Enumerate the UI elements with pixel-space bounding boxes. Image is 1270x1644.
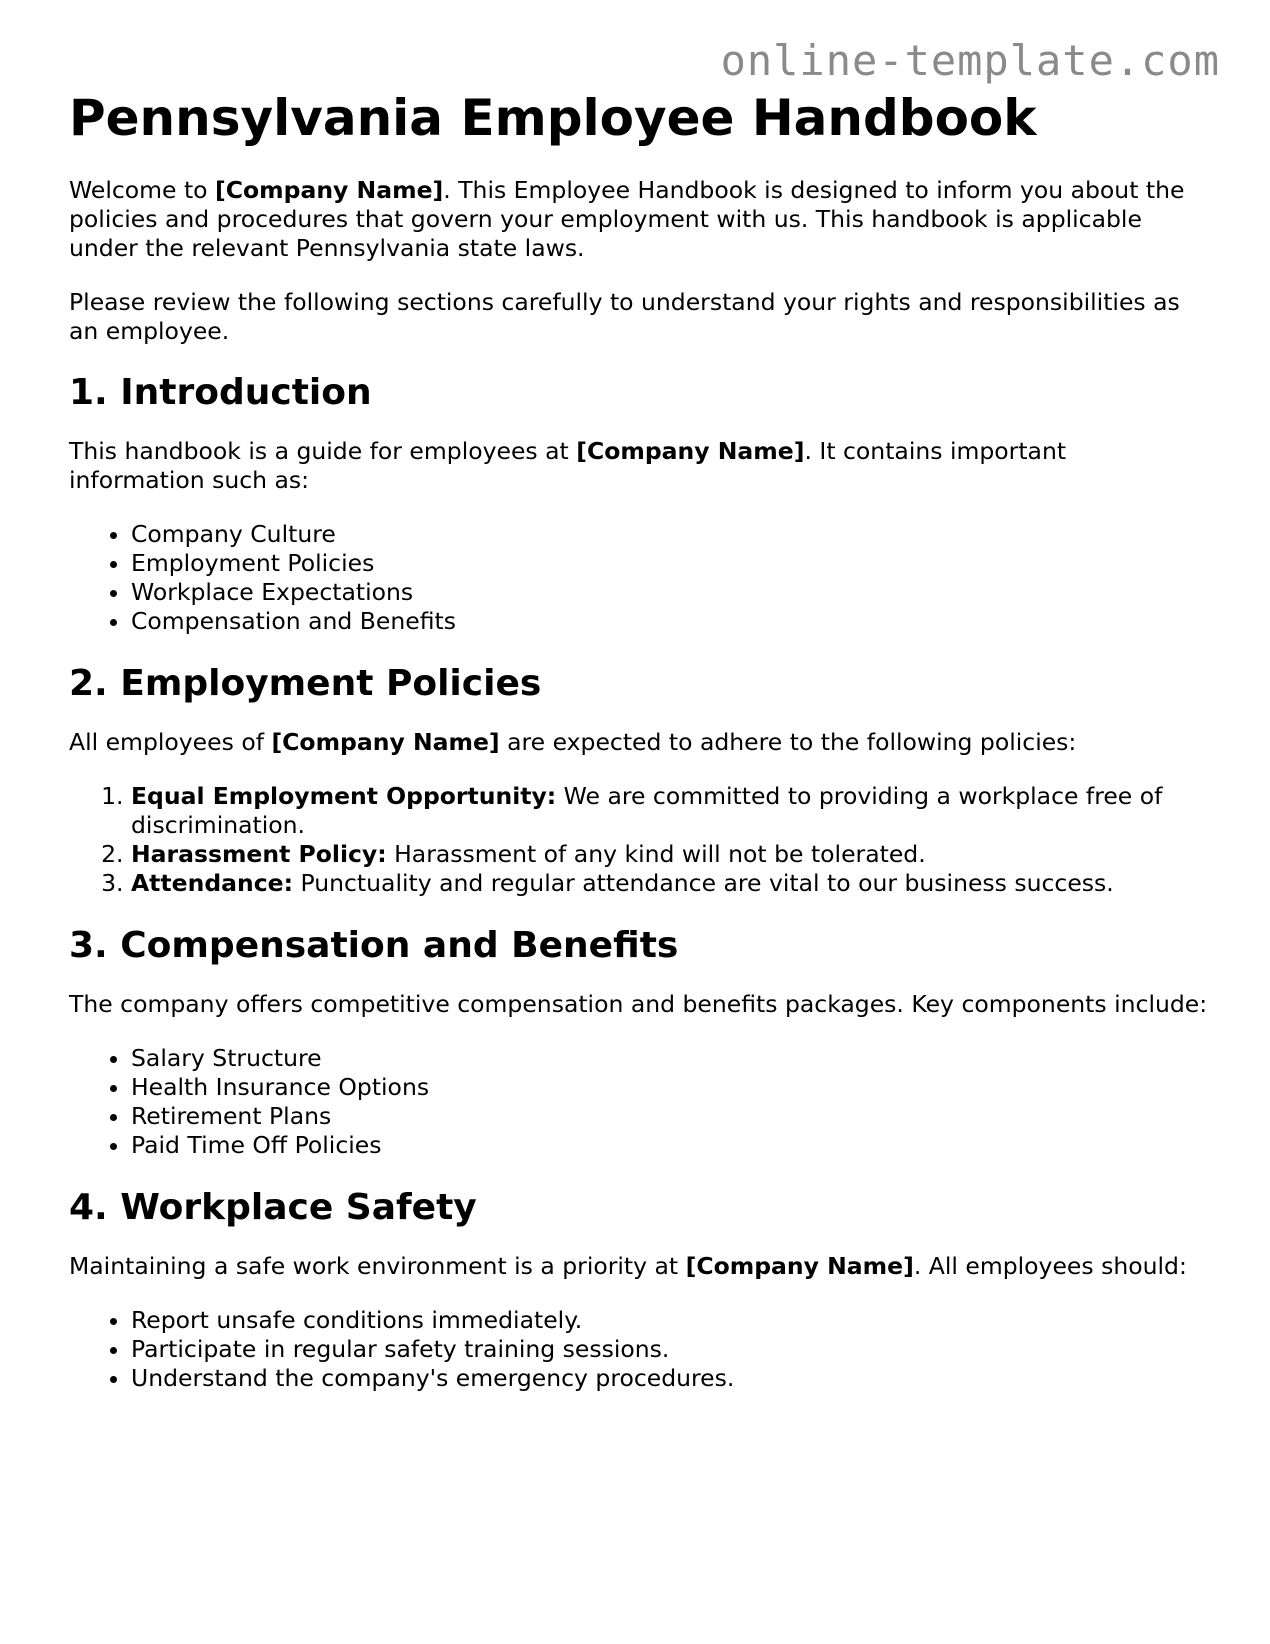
list-item: • Participate in regular safety training sessions.: [131, 1335, 1209, 1364]
safety-text-pre: Maintaining a safe work environment is a priority at: [69, 1252, 686, 1280]
review-paragraph: Please review the following sections carefully to understand your rights and responsibilities as an employee.: [69, 288, 1180, 345]
policy-text: Harassment of any kind will not be tolerated.: [386, 840, 926, 868]
list-item: • Health Insurance Options: [131, 1073, 1209, 1102]
welcome-paragraph: [69, 176, 1209, 263]
employment-policies-paragraph: [69, 728, 1209, 757]
employment-policies-list: [69, 782, 1209, 898]
document-content: [69, 176, 1209, 1419]
introduction-text-pre: This handbook is a guide for employees at: [69, 437, 577, 465]
list-item: [131, 869, 1209, 898]
employment-text-pre: All employees of: [69, 728, 272, 756]
policy-label: Harassment Policy:: [131, 840, 387, 868]
welcome-text-pre: Welcome to: [69, 176, 216, 204]
list-item: • Paid Time Off Policies: [131, 1131, 1209, 1160]
company-name-placeholder: [Company Name]: [271, 728, 500, 756]
introduction-paragraph: [69, 437, 1209, 495]
list-item: [131, 840, 1209, 869]
list-item: • Employment Policies: [131, 549, 1209, 578]
compensation-list: [69, 1044, 1209, 1160]
list-item: • Retirement Plans: [131, 1102, 1209, 1131]
section-heading-introduction: 1. Introduction: [69, 372, 372, 413]
page-title: Pennsylvania Employee Handbook: [69, 89, 1037, 147]
company-name-placeholder: [Company Name]: [685, 1252, 914, 1280]
section-heading-employment-policies: 2. Employment Policies: [69, 663, 542, 704]
compensation-paragraph: The company offers competitive compensation and benefits packages. Key components include:: [69, 990, 1208, 1018]
policy-label: Attendance:: [131, 869, 293, 897]
list-item: • Compensation and Benefits: [131, 607, 1209, 636]
section-heading-safety: 4. Workplace Safety: [69, 1187, 477, 1228]
employment-text-post: are expected to adhere to the following policies:: [499, 728, 1077, 756]
policy-text: Punctuality and regular attendance are vital to our business success.: [293, 869, 1114, 897]
safety-list: [69, 1306, 1209, 1393]
policy-text: We are committed to providing a workplace free of discrimination.: [131, 782, 1163, 839]
watermark: online-template.com: [720, 36, 1220, 85]
company-name-placeholder: [Company Name]: [215, 176, 444, 204]
section-heading-compensation: 3. Compensation and Benefits: [69, 925, 679, 966]
introduction-text-post: . It contains important information such as:: [69, 437, 1067, 494]
company-name-placeholder: [Company Name]: [576, 437, 805, 465]
list-item: • Understand the company's emergency procedures.: [131, 1364, 1209, 1393]
safety-paragraph: [69, 1252, 1209, 1281]
list-item: • Report unsafe conditions immediately.: [131, 1306, 1209, 1335]
introduction-list: [69, 520, 1209, 636]
list-item: • Workplace Expectations: [131, 578, 1209, 607]
list-item: • Salary Structure: [131, 1044, 1209, 1073]
safety-text-post: . All employees should:: [913, 1252, 1187, 1280]
policy-label: Equal Employment Opportunity:: [131, 782, 557, 810]
list-item: • Company Culture: [131, 520, 1209, 549]
list-item: [131, 782, 1209, 840]
welcome-text-post: . This Employee Handbook is designed to inform you about the policies and procedures that govern your employment with us. This handbook is applicable under the relevant Pennsylvania state laws.: [69, 176, 1185, 262]
